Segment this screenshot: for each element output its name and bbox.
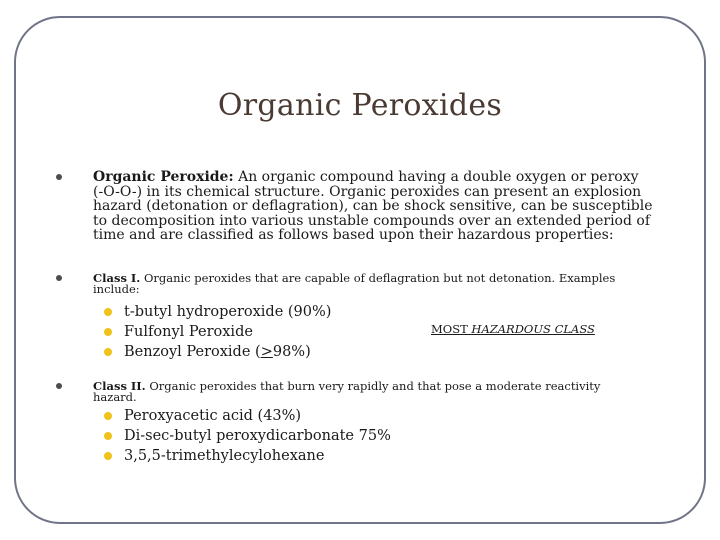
list-item [104,342,331,362]
bullet-dot-icon [104,328,112,336]
bullet-icon [56,174,62,180]
class1-example-3: Benzoyl Peroxide (>98%) [124,344,311,360]
list-item [104,446,391,466]
intro-line-2: (-O-O-) in its chemical structure. Organic peroxides can present an explosion [93,183,642,200]
intro-line-5: time and are classified as follows based upon their hazardous properties: [93,227,614,243]
bullet-dot-icon [104,432,112,440]
class2-example-2: Di-sec-butyl peroxydicarbonate 75% [124,428,391,444]
bullet-icon [56,383,62,389]
bullet-icon [56,275,62,281]
class1-example-1: t-butyl hydroperoxide (90%) [124,304,332,320]
intro-paragraph [93,170,663,243]
class2-examples [104,406,391,466]
class1-paragraph [93,273,653,295]
list-item [104,322,331,342]
intro-line-1: An organic compound having a double oxygen or peroxy [233,169,639,185]
intro-line-4: to decomposition into various unstable compounds over an extended period of [93,212,650,229]
intro-term: Organic Peroxide: [93,169,234,185]
class1-term: Class I. [93,271,141,285]
hazard-label: MOST HAZARDOUS CLASS [431,322,595,336]
ge-symbol: > [260,344,273,360]
class2-example-3: 3,5,5-trimethylecylohexane [124,448,325,464]
class2-line-1: Organic peroxides that burn very rapidly and that pose a moderate reactivity [145,379,601,393]
list-item [104,302,331,322]
class1-example-2: Fulfonyl Peroxide [124,324,253,340]
class1-line-1: Organic peroxides that are capable of deflagration but not detonation. Examples [140,271,616,285]
class2-line-2: hazard. [93,390,137,404]
class1-line-2: include: [93,282,140,296]
class2-example-1: Peroxyacetic acid (43%) [124,408,302,424]
bullet-dot-icon [104,308,112,316]
class1-examples [104,302,331,362]
class2-term: Class II. [93,379,146,393]
list-item [104,426,391,446]
intro-line-3: hazard (detonation or deflagration), can be shock sensitive, can be susceptible [93,198,653,214]
slide-title: Organic Peroxides [217,88,503,123]
bullet-dot-icon [104,348,112,356]
bullet-dot-icon [104,452,112,460]
class2-paragraph [93,381,653,403]
bullet-dot-icon [104,412,112,420]
list-item [104,406,391,426]
